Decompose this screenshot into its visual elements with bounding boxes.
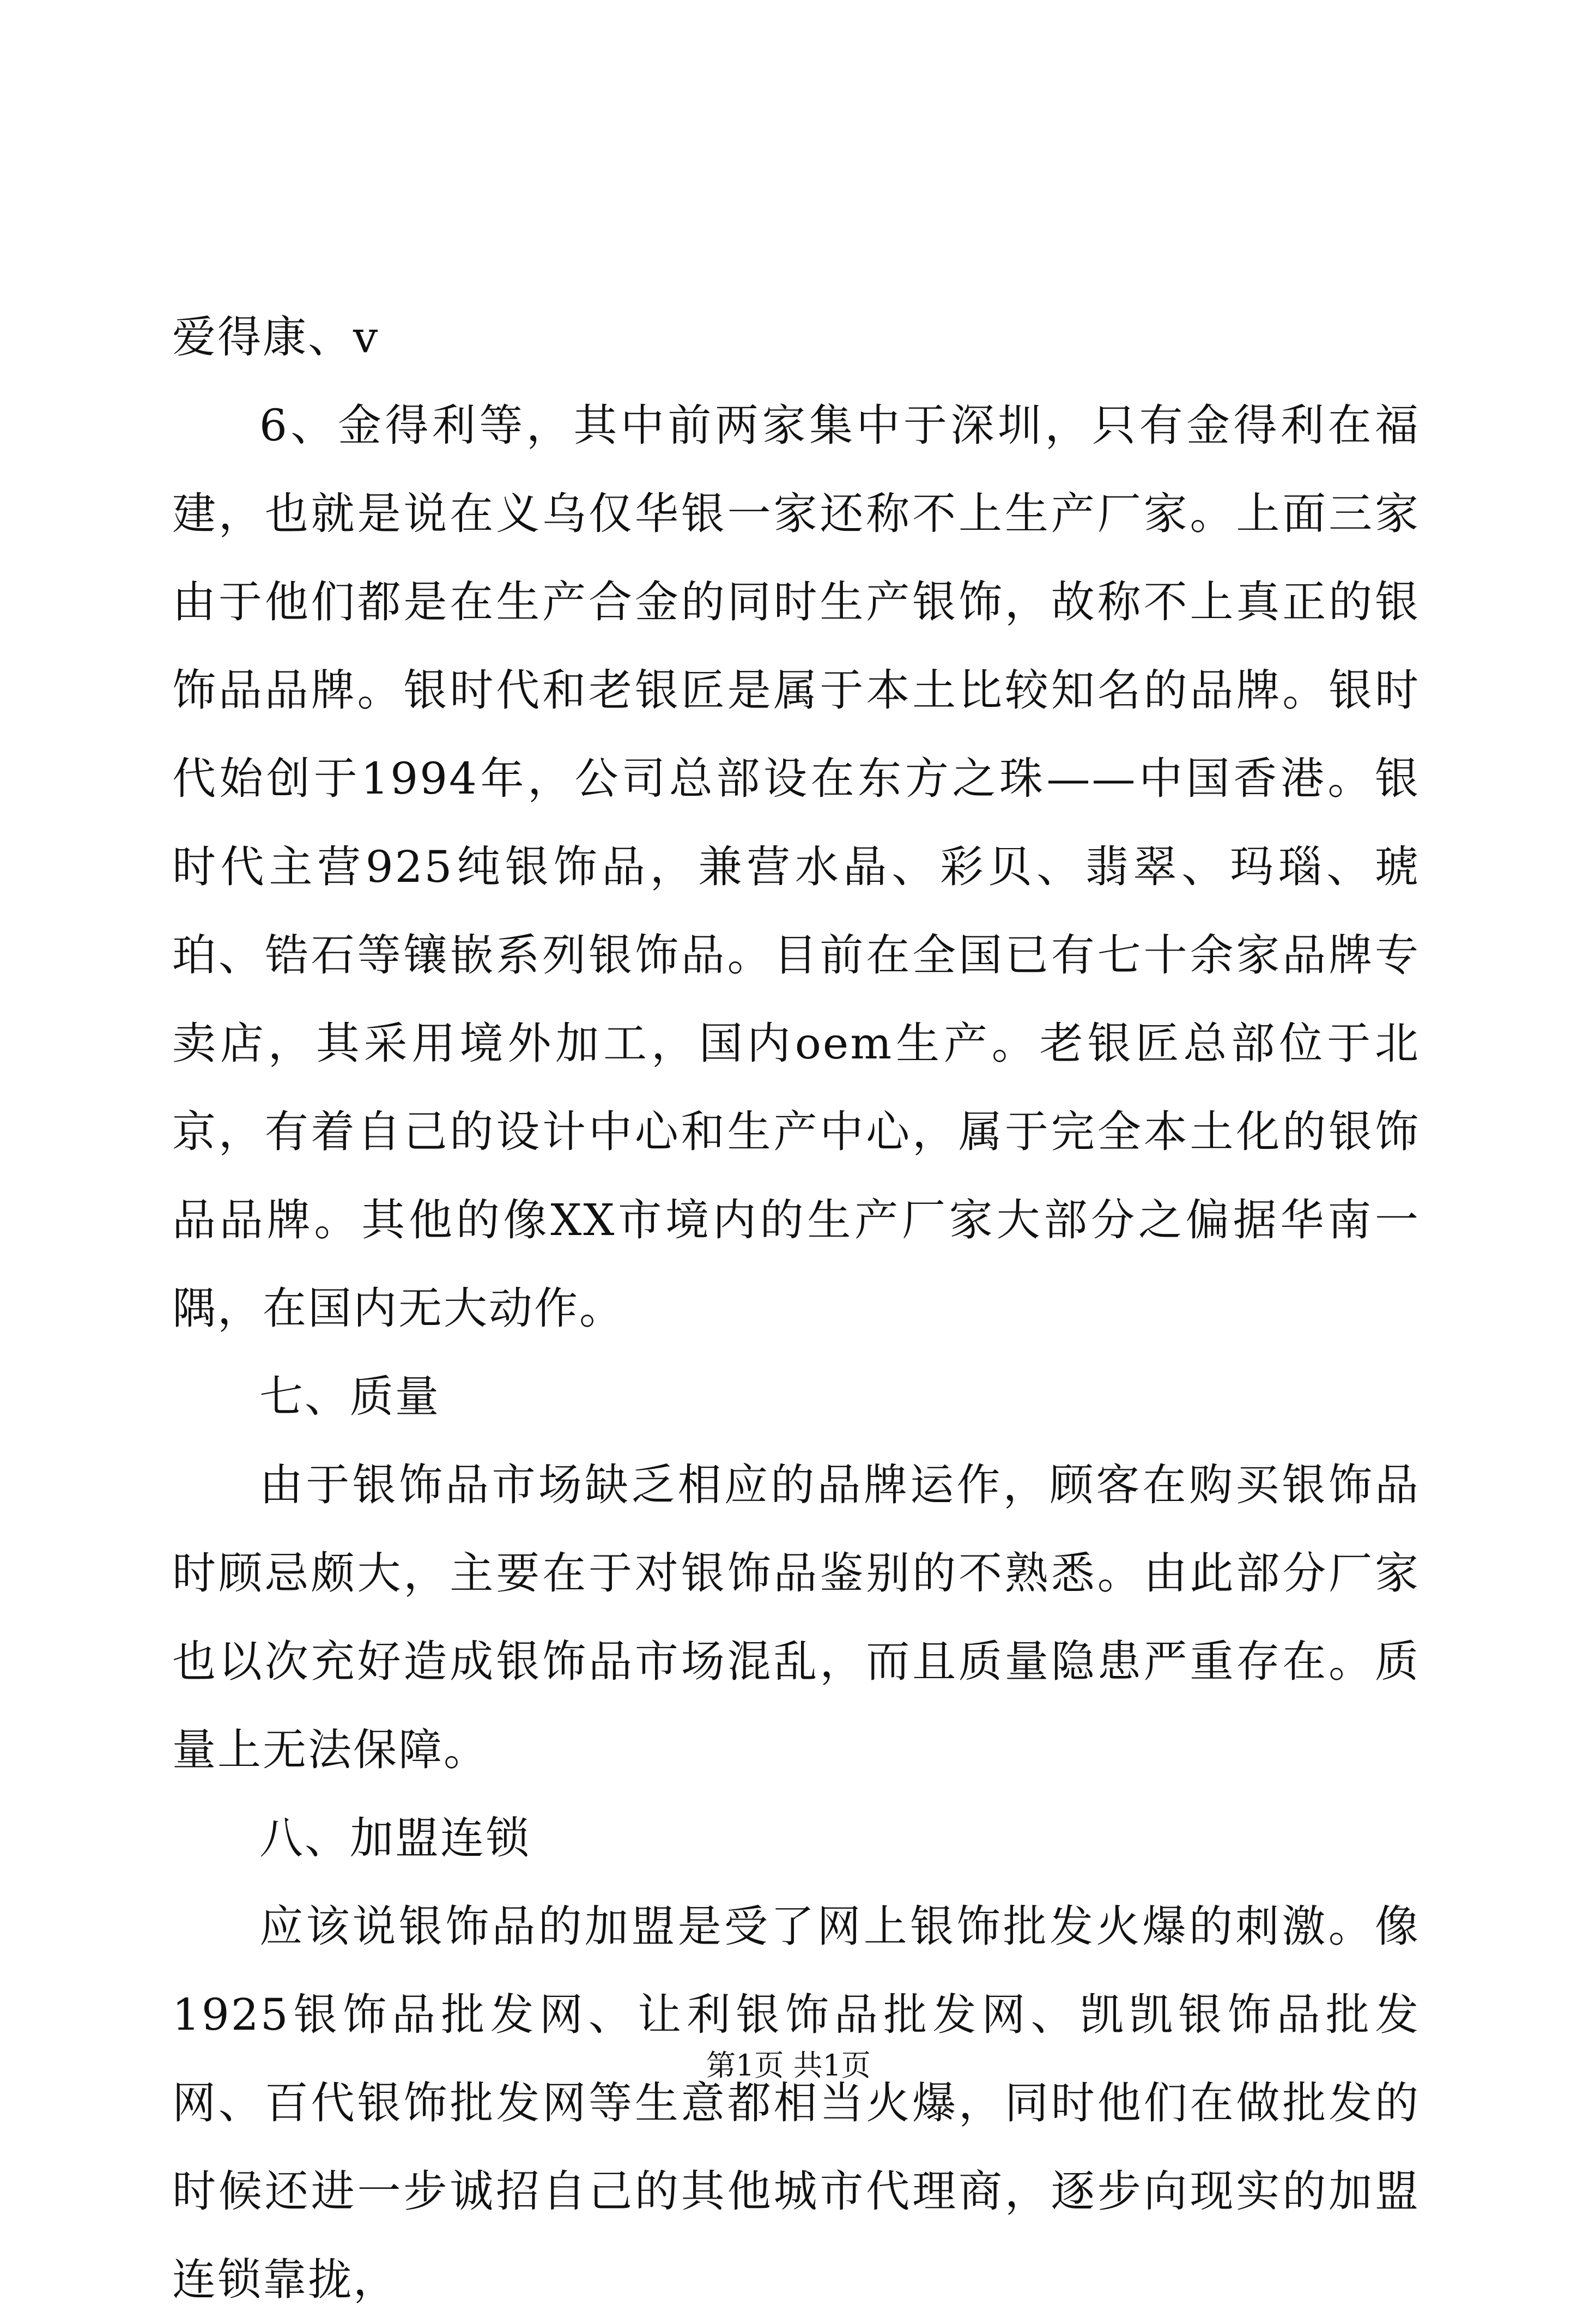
section-heading-quality: 七、质量 [259,1371,440,1422]
paragraph-4: 应该说银饰品的加盟是受了网上银饰批发火爆的刺激。像1925银饰品批发网、让利银饰品批发网、凯凯银饰品批发网、百代银饰批发网等生意都相当火爆，同时他们在做批发的时候还进一步诚招自己的其他城市代理商，逐步向现实的加盟连锁靠拢， [172,1901,1420,2305]
page-footer [0,2047,1577,2085]
document-body [172,293,1420,2324]
paragraph-2: 6、金得利等，其中前两家集中于深圳，只有金得利在福建，也就是说在义乌仅华银一家还称不上生产厂家。上面三家由于他们都是在生产合金的同时生产银饰，故称不上真正的银饰品品牌。银时代和老银匠是属于本土比较知名的品牌。银时代始创于1994年，公司总部设在东方之珠——中国香港。银时代主营925纯银饰品，兼营水晶、彩贝、翡翠、玛瑙、琥珀、锆石等镶嵌系列银饰品。目前在全国已有七十余家品牌专卖店，其采用境外加工，国内oem生产。老银匠总部位于北京，有着自己的设计中心和生产中心，属于完全本土化的银饰品品牌。其他的像XX市境内的生产厂家大部分之偏据华南一隅，在国内无大动作。 [172,400,1420,1334]
paragraph-1: 爱得康、v [172,312,380,362]
section-heading-franchise: 八、加盟连锁 [259,1813,531,1863]
page-number: 第1页 共1页 [706,2048,871,2083]
paragraph-3: 由于银饰品市场缺乏相应的品牌运作，顾客在购买银饰品时顾忌颇大，主要在于对银饰品鉴别的不熟悉。由此部分厂家也以次充好造成银饰品市场混乱，而且质量隐患严重存在。质量上无法保障。 [172,1460,1420,1775]
